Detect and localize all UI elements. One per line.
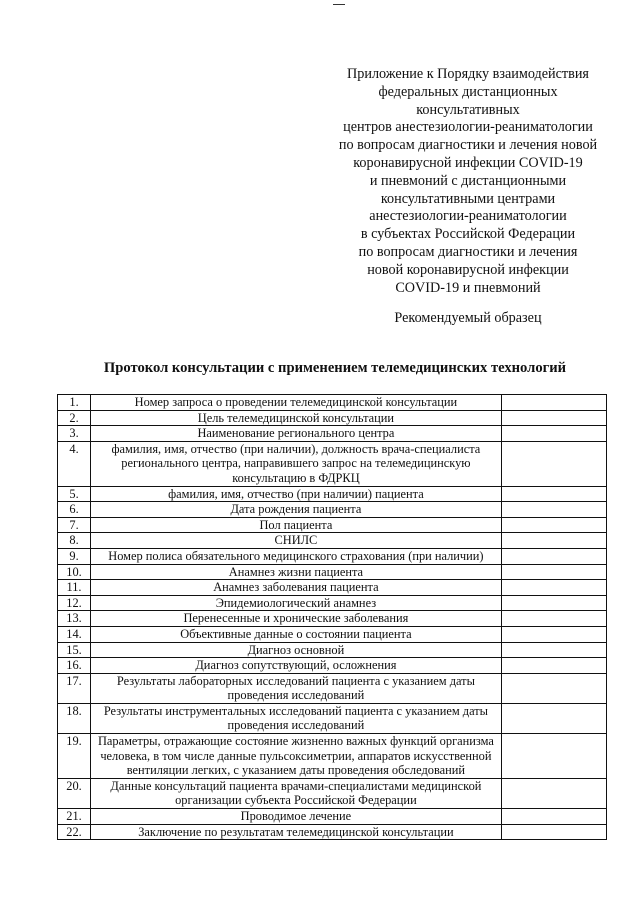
row-number: 5. — [58, 486, 91, 502]
row-description: Анамнез заболевания пациента — [91, 580, 502, 596]
table-row — [58, 611, 607, 627]
appendix-line: центров анестезиологии-реаниматологии — [343, 119, 593, 136]
table-row — [58, 517, 607, 533]
row-number: 20. — [58, 778, 91, 808]
protocol-table — [57, 394, 607, 840]
row-number: 8. — [58, 533, 91, 549]
appendix-line: в субъектах Российской Федерации — [360, 226, 576, 243]
row-value-cell — [501, 673, 606, 703]
table-row — [58, 426, 607, 442]
table-row — [58, 410, 607, 426]
row-description: Номер полиса обязательного медицинского страхования (при наличии) — [91, 548, 502, 564]
table-row — [58, 809, 607, 825]
table-row — [58, 673, 607, 703]
row-description: Результаты лабораторных исследований пациента с указанием даты проведения исследований — [91, 673, 502, 703]
row-value-cell — [501, 486, 606, 502]
row-value-cell — [501, 626, 606, 642]
row-number: 12. — [58, 595, 91, 611]
row-value-cell — [501, 580, 606, 596]
table-row — [58, 734, 607, 779]
row-description: Проводимое лечение — [91, 809, 502, 825]
table-row — [58, 441, 607, 486]
row-value-cell — [501, 502, 606, 518]
appendix-line: и пневмоний с дистанционными — [369, 172, 567, 189]
row-description: Заключение по результатам телемедицинской консультации — [91, 824, 502, 840]
row-number: 15. — [58, 642, 91, 658]
row-description: Цель телемедицинской консультации — [91, 410, 502, 426]
appendix-line: федеральных дистанционных — [378, 83, 558, 100]
row-description: Номер запроса о проведении телемедицинской консультации — [91, 395, 502, 411]
appendix-line: консультативных — [416, 101, 520, 118]
table-row — [58, 703, 607, 733]
row-number: 14. — [58, 626, 91, 642]
row-value-cell — [501, 564, 606, 580]
row-value-cell — [501, 410, 606, 426]
table-row — [58, 564, 607, 580]
table-row — [58, 658, 607, 674]
row-number: 19. — [58, 734, 91, 779]
row-value-cell — [501, 395, 606, 411]
table-row — [58, 548, 607, 564]
row-value-cell — [501, 824, 606, 840]
row-description: Анамнез жизни пациента — [91, 564, 502, 580]
row-description: СНИЛС — [91, 533, 502, 549]
row-value-cell — [501, 548, 606, 564]
row-value-cell — [501, 517, 606, 533]
row-number: 4. — [58, 441, 91, 486]
appendix-line: консультативными центрами — [380, 190, 556, 207]
appendix-line: по вопросам диагностики и лечения — [358, 243, 578, 260]
table-row — [58, 595, 607, 611]
table-row — [58, 778, 607, 808]
table-row — [58, 642, 607, 658]
row-value-cell — [501, 533, 606, 549]
row-description: Наименование регионального центра — [91, 426, 502, 442]
row-number: 1. — [58, 395, 91, 411]
appendix-line: новой коронавирусной инфекции — [367, 261, 569, 278]
row-description: Данные консультаций пациента врачами-специалистами медицинской организации субъекта Российской Федерации — [91, 778, 502, 808]
appendix-line: COVID-19 и пневмоний — [395, 279, 541, 296]
row-number: 18. — [58, 703, 91, 733]
row-value-cell — [501, 809, 606, 825]
table-row — [58, 395, 607, 411]
row-value-cell — [501, 595, 606, 611]
row-number: 16. — [58, 658, 91, 674]
row-description: Дата рождения пациента — [91, 502, 502, 518]
row-value-cell — [501, 441, 606, 486]
table-row — [58, 824, 607, 840]
row-description: фамилия, имя, отчество (при наличии) пациента — [91, 486, 502, 502]
row-value-cell — [501, 778, 606, 808]
row-number: 13. — [58, 611, 91, 627]
row-value-cell — [501, 426, 606, 442]
sample-label: Рекомендуемый образец — [394, 310, 542, 326]
row-value-cell — [501, 658, 606, 674]
appendix-line: коронавирусной инфекции COVID-19 — [353, 154, 583, 171]
appendix-line: по вопросам диагностики и лечения новой — [338, 137, 598, 154]
row-number: 9. — [58, 548, 91, 564]
appendix-line: Приложение к Порядку взаимодействия — [347, 66, 589, 82]
row-description: Объективные данные о состоянии пациента — [91, 626, 502, 642]
row-description: Параметры, отражающие состояние жизненно важных функций организма человека, в том числе данные пульсоксиметрии, аппаратов искусственной вентиляции легких, с указанием даты проведения обследований — [91, 734, 502, 779]
scan-mark — [333, 4, 345, 5]
row-number: 10. — [58, 564, 91, 580]
protocol-title: Протокол консультации с применением телемедицинских технологий — [103, 360, 567, 376]
row-value-cell — [501, 611, 606, 627]
row-number: 21. — [58, 809, 91, 825]
appendix-heading — [318, 66, 618, 297]
row-description: фамилия, имя, отчество (при наличии), должность врача-специалиста регионального центра, направившего запрос на телемедицинскую консультацию в ФДРКЦ — [91, 441, 502, 486]
row-number: 3. — [58, 426, 91, 442]
row-number: 2. — [58, 410, 91, 426]
row-description: Результаты инструментальных исследований пациента с указанием даты проведения исследований — [91, 703, 502, 733]
row-description: Диагноз сопутствующий, осложнения — [91, 658, 502, 674]
row-description: Пол пациента — [91, 517, 502, 533]
table-row — [58, 533, 607, 549]
row-number: 6. — [58, 502, 91, 518]
row-value-cell — [501, 734, 606, 779]
row-description: Перенесенные и хронические заболевания — [91, 611, 502, 627]
row-description: Эпидемиологический анамнез — [91, 595, 502, 611]
table-row — [58, 502, 607, 518]
row-number: 11. — [58, 580, 91, 596]
table-row — [58, 580, 607, 596]
row-value-cell — [501, 703, 606, 733]
row-number: 17. — [58, 673, 91, 703]
table-row — [58, 626, 607, 642]
row-number: 7. — [58, 517, 91, 533]
table-row — [58, 486, 607, 502]
row-value-cell — [501, 642, 606, 658]
row-number: 22. — [58, 824, 91, 840]
appendix-line: анестезиологии-реаниматологии — [369, 208, 567, 225]
row-description: Диагноз основной — [91, 642, 502, 658]
